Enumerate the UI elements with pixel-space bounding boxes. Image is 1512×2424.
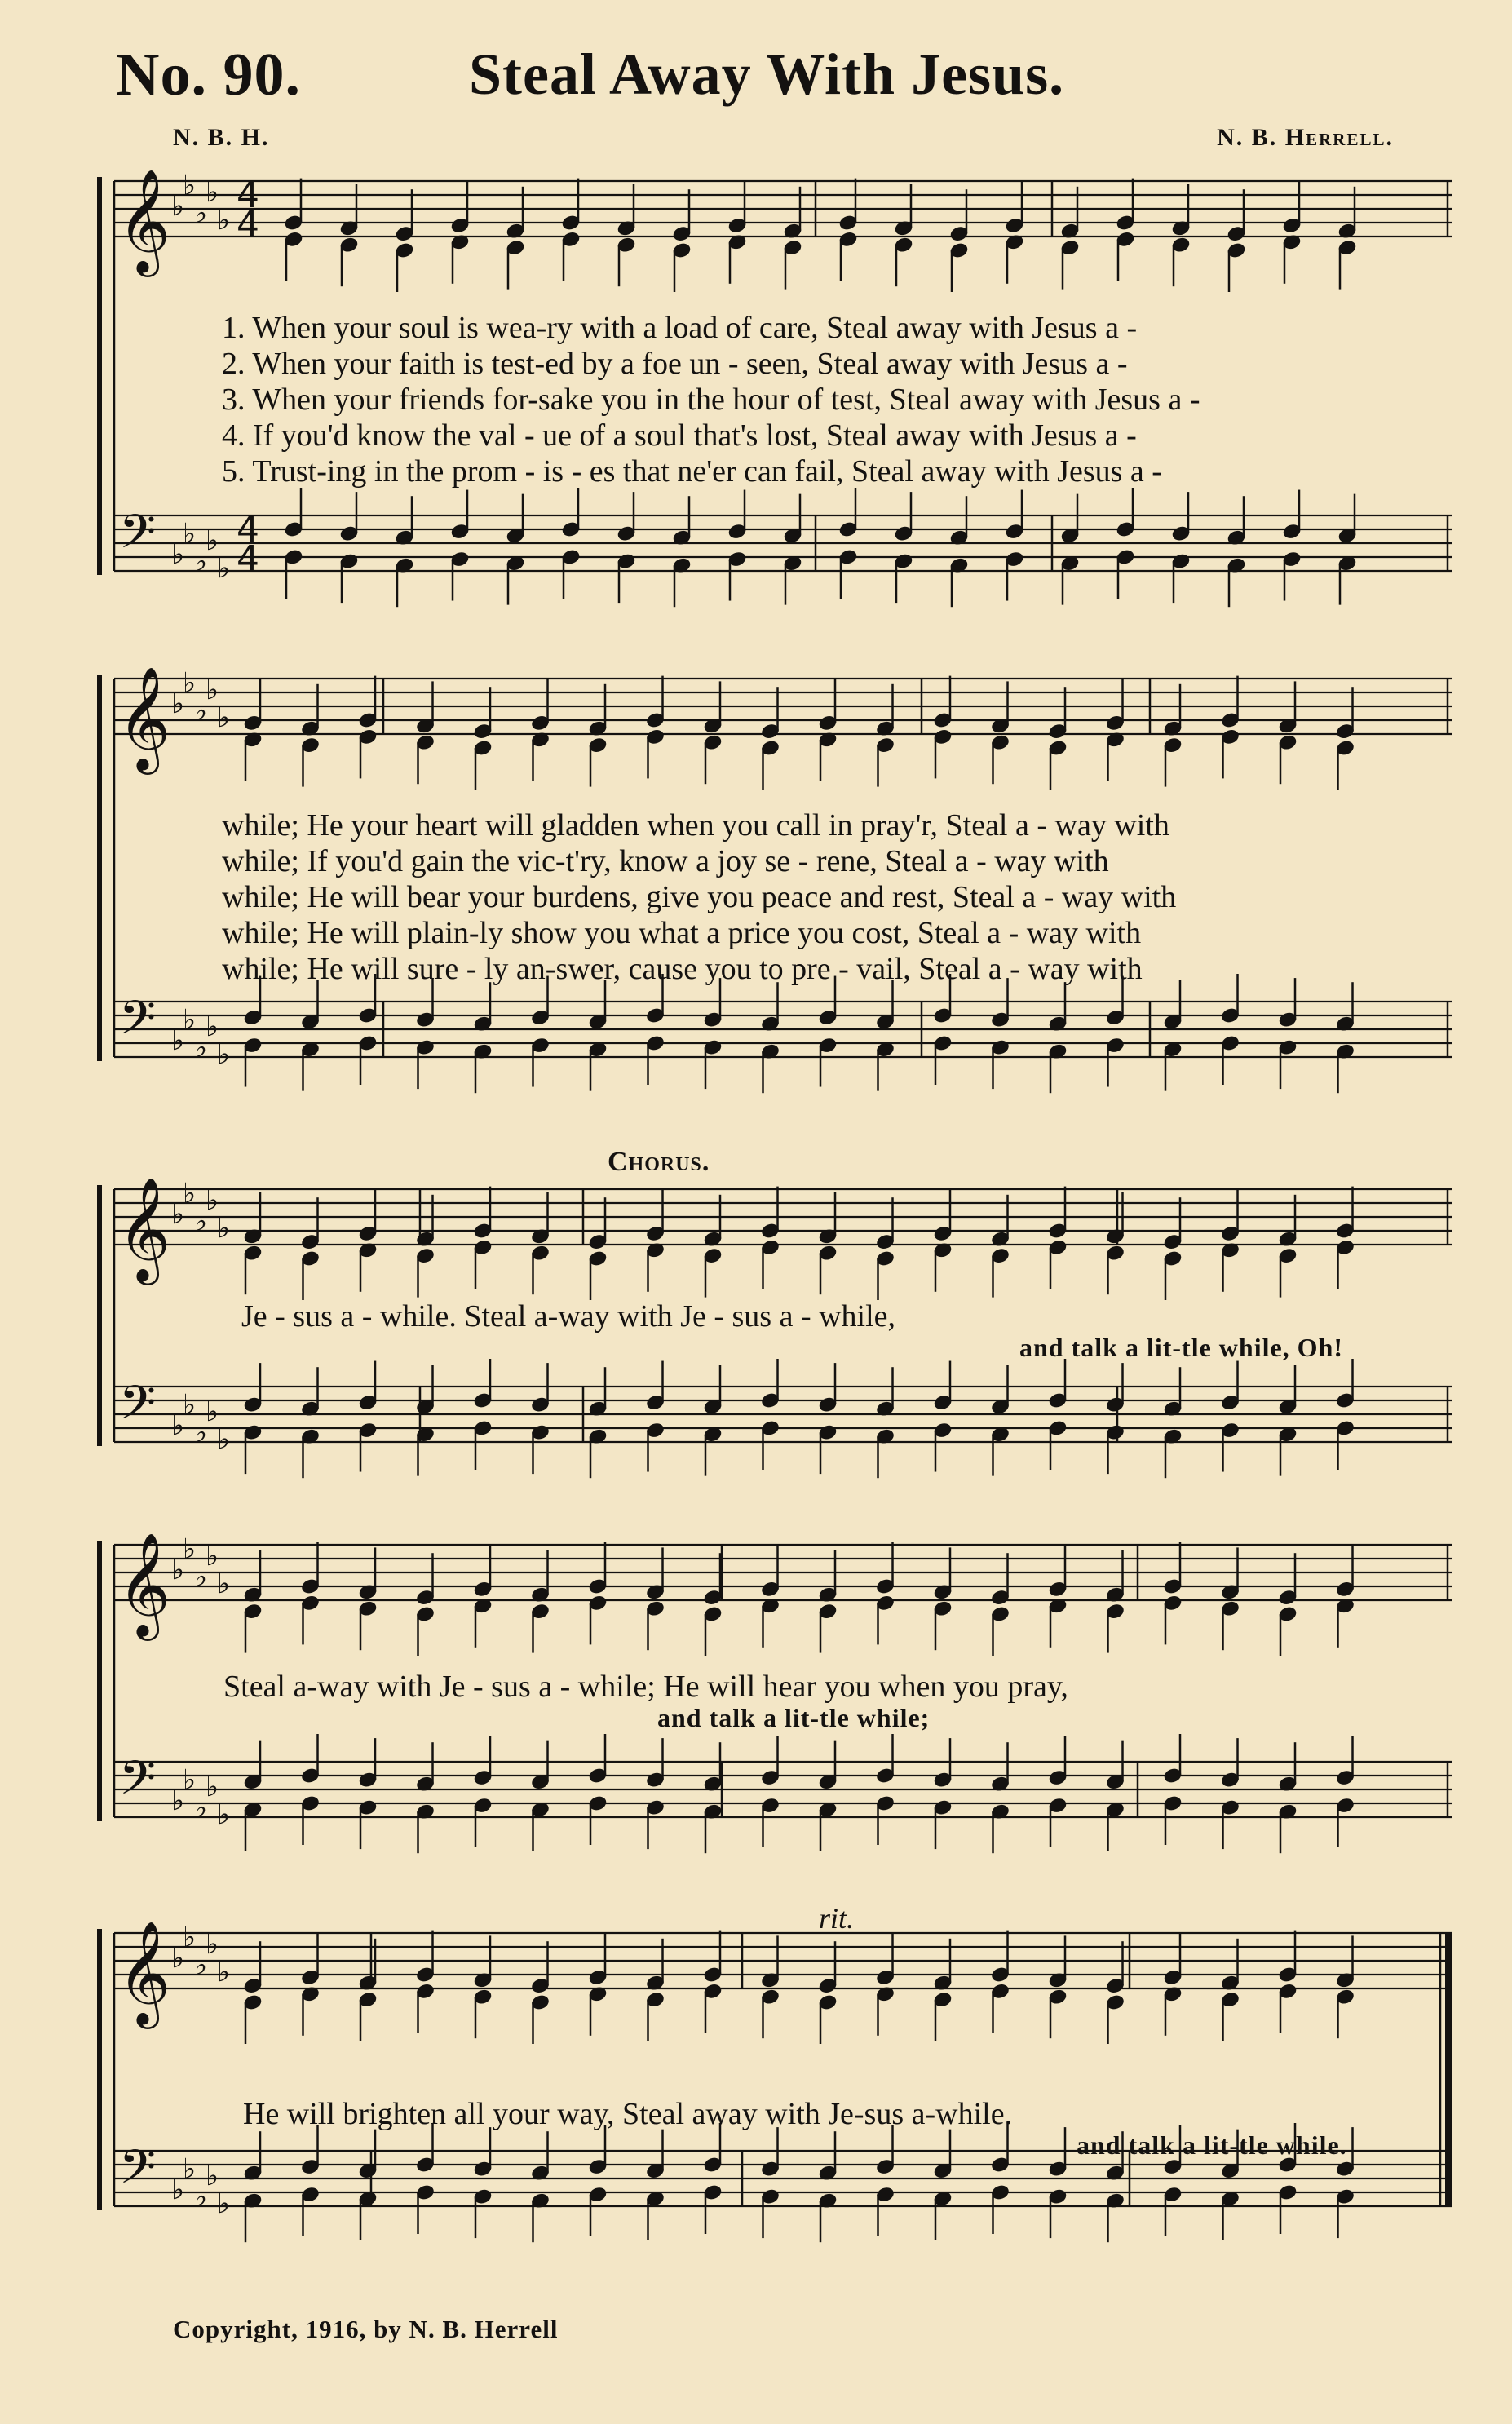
chorus-line-4: Steal a-way with Je - sus a - while; He will hear you when you pray, — [223, 1670, 1068, 1704]
clef-symbol: ♭ — [183, 169, 197, 202]
clef-symbol: ♭ — [171, 2174, 185, 2206]
clef-symbol: ♭ — [183, 517, 197, 551]
verse-3-line-2: while; He will bear your burdens, give you peace and rest, Steal a - way with — [222, 880, 1177, 914]
clef-symbol: ♭ — [194, 2180, 208, 2214]
clef-symbol: 4 — [237, 175, 259, 216]
verse-3-line-1: 3. When your friends for-sake you in the hour of test, Steal away with Jesus a - — [222, 383, 1200, 417]
clef-symbol: ♭ — [217, 204, 231, 237]
clef-symbol: ♭ — [194, 197, 208, 230]
clef-symbol: 𝄞 — [117, 1532, 171, 1636]
clef-symbol: ♭ — [183, 666, 197, 700]
chorus-line-5-echo: and talk a lit-tle while. — [1077, 2130, 1347, 2160]
clef-symbol: ♭ — [183, 2152, 197, 2186]
clef-symbol: ♭ — [217, 552, 231, 585]
clef-symbol: ♭ — [171, 1554, 185, 1586]
clef-symbol: ♭ — [194, 694, 208, 728]
chorus-line-5: He will brighten all your way, Steal away with Je-sus a-while. — [243, 2097, 1013, 2131]
clef-symbol: ♭ — [206, 524, 219, 557]
clef-symbol: ♭ — [171, 1198, 185, 1231]
clef-symbol: ♭ — [194, 1560, 208, 1594]
clef-symbol: ♭ — [171, 1024, 185, 1057]
clef-symbol: ♭ — [206, 2160, 219, 2192]
hymn-title: Steal Away With Jesus. — [469, 42, 1065, 107]
clef-symbol: ♭ — [206, 1184, 219, 1217]
clef-symbol: 4 — [237, 538, 259, 580]
clef-symbol: ♭ — [194, 1948, 208, 1982]
clef-symbol: ♭ — [194, 545, 208, 578]
clef-symbol: ♭ — [217, 1423, 231, 1456]
clef-symbol: 𝄞 — [117, 1920, 171, 2024]
clef-symbol: ♭ — [194, 1031, 208, 1064]
clef-symbol: ♭ — [206, 1011, 219, 1043]
clef-symbol: 𝄞 — [117, 168, 171, 272]
verse-2-line-2: while; If you'd gain the vic-t'ry, know a joy se - rene, Steal a - way with — [222, 844, 1109, 878]
clef-symbol: ♭ — [206, 176, 219, 209]
clef-symbol: 𝄢 — [119, 504, 157, 571]
clef-symbol: ♭ — [183, 1388, 197, 1422]
clef-symbol: 4 — [237, 204, 259, 245]
clef-symbol: ♭ — [206, 1540, 219, 1573]
composer-credit: N. B. Herrell. — [1217, 124, 1394, 151]
clef-symbol: ♭ — [206, 1771, 219, 1803]
clef-symbol: 𝄢 — [119, 990, 157, 1057]
verse-1-line-2: while; He your heart will gladden when you call in pray'r, Steal a - way with — [222, 808, 1169, 843]
clef-symbol: 4 — [237, 509, 259, 551]
chorus-label: Chorus. — [608, 1147, 710, 1177]
clef-symbol: ♭ — [206, 1928, 219, 1961]
clef-symbol: ♭ — [194, 1416, 208, 1449]
hymn-number: No. 90. — [116, 42, 301, 108]
clef-symbol: ♭ — [217, 701, 231, 734]
clef-symbol: ♭ — [194, 1791, 208, 1825]
clef-symbol: ♭ — [217, 1956, 231, 1988]
clef-symbol: 𝄞 — [117, 666, 171, 770]
chorus-line-3-echo: and talk a lit-tle while, Oh! — [1019, 1333, 1344, 1362]
lyricist-credit: N. B. H. — [173, 124, 270, 151]
clef-symbol: ♭ — [183, 1533, 197, 1566]
clef-symbol: ♭ — [171, 1409, 185, 1442]
verse-4-line-2: while; He will plain-ly show you what a price you cost, Steal a - way with — [222, 916, 1142, 950]
verse-5-line-1: 5. Trust-ing in the prom - is - es that ne'er can fail, Steal away with Jesus a - — [222, 454, 1162, 489]
clef-symbol: ♭ — [217, 1038, 231, 1071]
verse-4-line-1: 4. If you'd know the val - ue of a soul that's lost, Steal away with Jesus a - — [222, 418, 1137, 453]
clef-symbol: ♭ — [206, 1396, 219, 1428]
clef-symbol: ♭ — [217, 1212, 231, 1245]
verse-2-line-1: 2. When your faith is test-ed by a foe un - seen, Steal away with Jesus a - — [222, 347, 1128, 381]
clef-symbol: ♭ — [206, 674, 219, 706]
clef-symbol: ♭ — [183, 1921, 197, 1954]
chorus-line-4-echo: and talk a lit-tle while; — [657, 1703, 931, 1732]
clef-symbol: ♭ — [183, 1003, 197, 1037]
clef-symbol: 𝄢 — [119, 1375, 157, 1442]
chorus-line-3: Je - sus a - while. Steal a-way with Je - sus a - while, — [241, 1299, 896, 1334]
clef-symbol: 𝄢 — [119, 1750, 157, 1817]
ritardando-mark: rit. — [819, 1902, 855, 1935]
clef-symbol: ♭ — [194, 1205, 208, 1238]
clef-symbol: ♭ — [183, 1763, 197, 1797]
clef-symbol: ♭ — [217, 1568, 231, 1600]
clef-symbol: ♭ — [217, 1798, 231, 1831]
clef-symbol: ♭ — [171, 688, 185, 720]
verse-5-line-2: while; He will sure - ly an-swer, cause you to pre - vail, Steal a - way with — [222, 952, 1143, 986]
clef-symbol: ♭ — [171, 190, 185, 223]
clef-symbol: ♭ — [183, 1177, 197, 1210]
clef-symbol: ♭ — [171, 1785, 185, 1817]
clef-symbol: 𝄞 — [117, 1176, 171, 1281]
verse-1-line-1: 1. When your soul is wea-ry with a load of care, Steal away with Jesus a - — [222, 311, 1138, 345]
clef-symbol: 𝄢 — [119, 2139, 157, 2206]
clef-symbol: ♭ — [217, 2187, 231, 2220]
copyright-notice: Copyright, 1916, by N. B. Herrell — [173, 2315, 559, 2343]
clef-symbol: ♭ — [171, 1942, 185, 1975]
clef-symbol: ♭ — [171, 538, 185, 571]
